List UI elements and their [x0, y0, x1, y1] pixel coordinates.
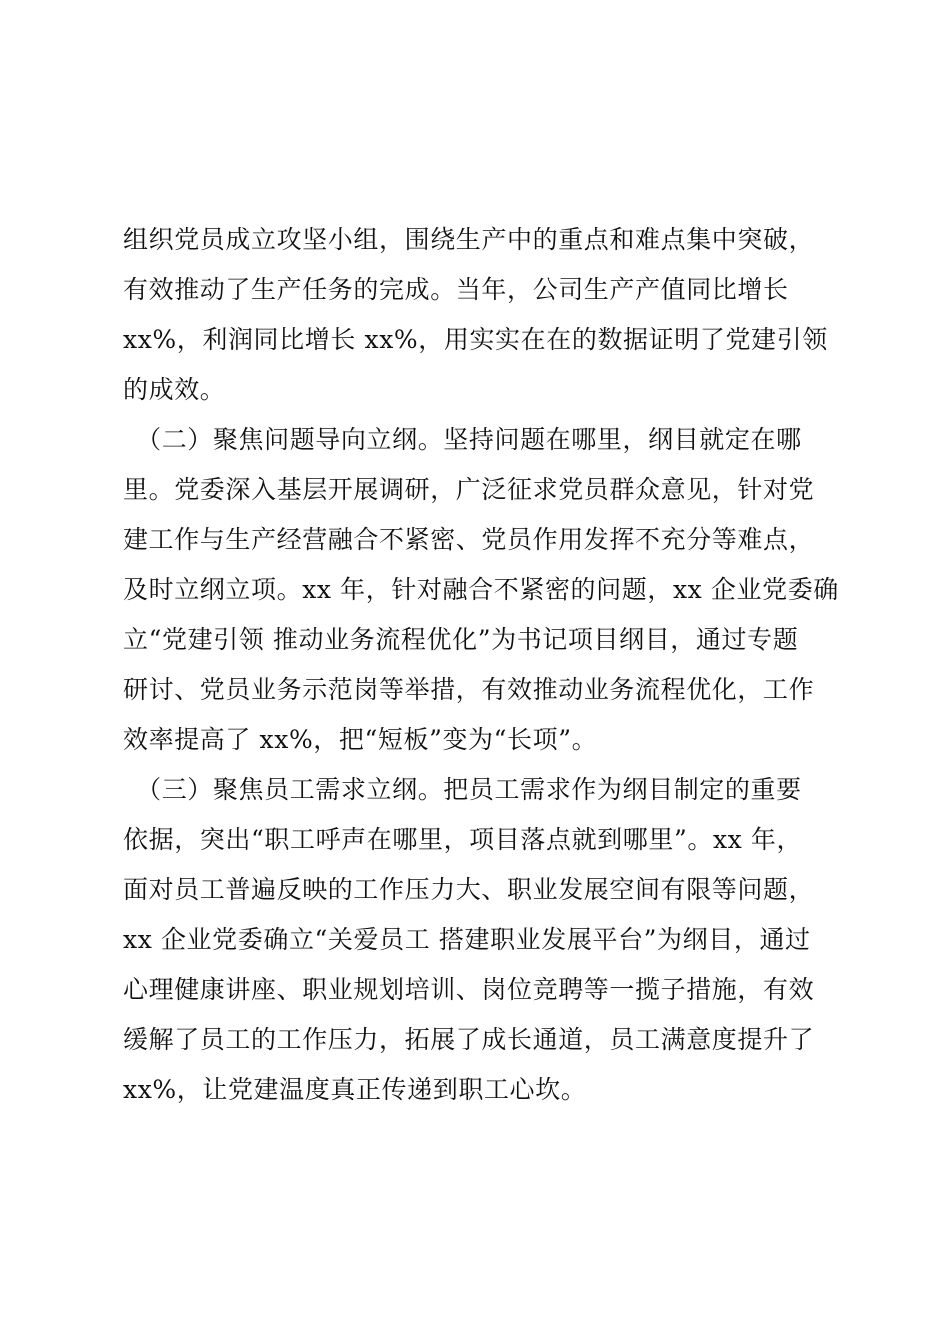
- text-line: 面对员工普遍反映的工作压力大、职业发展空间有限等问题，: [123, 875, 815, 904]
- text-line: 立“党建引领 推动业务流程优化”为书记项目纲目，通过专题: [123, 625, 799, 654]
- text-line: 缓解了员工的工作压力，拓展了成长通道，员工满意度提升了: [123, 1025, 815, 1054]
- section-heading-line: （二）聚焦问题导向立纲。坚持问题在哪里，纲目就定在哪: [123, 425, 802, 454]
- text-line: xx%，利润同比增长 xx%，用实实在在的数据证明了党建引领: [123, 325, 828, 354]
- text-line: 有效推动了生产任务的完成。当年，公司生产产值同比增长: [123, 275, 789, 304]
- text-line: 的成效。: [123, 375, 226, 404]
- text-line: 依据，突出“职工呼声在哪里，项目落点就到哪里”。xx 年，: [123, 825, 803, 854]
- text-line: 里。党委深入基层开展调研，广泛征求党员群众意见，针对党: [123, 475, 815, 504]
- text-line: xx%，让党建温度真正传递到职工心坎。: [123, 1075, 587, 1104]
- section-heading-line: （三）聚焦员工需求立纲。把员工需求作为纲目制定的重要: [123, 775, 802, 804]
- text-line: 及时立纲立项。xx 年，针对融合不紧密的问题，xx 企业党委确: [123, 575, 839, 604]
- text-line: 建工作与生产经营融合不紧密、党员作用发挥不充分等难点，: [123, 525, 815, 554]
- text-line: 心理健康讲座、职业规划培训、岗位竞聘等一揽子措施，有效: [123, 975, 815, 1004]
- text-line: 研讨、党员业务示范岗等举措，有效推动业务流程优化，工作: [123, 675, 815, 704]
- document-body: [123, 215, 843, 1115]
- text-line: xx 企业党委确立“关爱员工 搭建职业发展平台”为纲目，通过: [123, 925, 811, 954]
- text-line: 组织党员成立攻坚小组，围绕生产中的重点和难点集中突破，: [123, 225, 815, 254]
- text-line: 效率提高了 xx%，把“短板”变为“长项”。: [123, 725, 598, 754]
